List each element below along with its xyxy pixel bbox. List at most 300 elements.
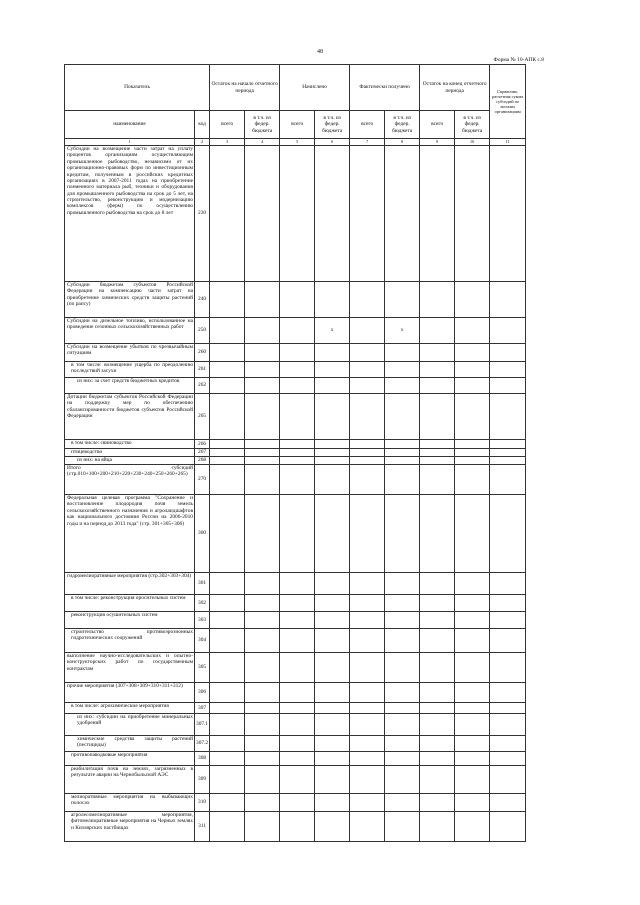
row-name: в том числе: агрохимические мероприятия — [65, 703, 195, 714]
table-row — [65, 683, 526, 703]
table-row — [65, 653, 526, 683]
data-cell — [490, 344, 526, 362]
data-cell — [245, 318, 280, 344]
data-cell — [210, 282, 245, 318]
data-cell — [280, 440, 315, 449]
data-cell — [210, 344, 245, 362]
data-cell — [280, 394, 315, 440]
table-row — [65, 440, 526, 449]
row-name: реконструкция осушительных систем — [65, 612, 195, 629]
data-cell — [420, 344, 455, 362]
row-name: выполнение научно-исследовательских и опытно-конструкторских работ по государственным контрактам — [65, 653, 195, 683]
data-cell — [245, 766, 280, 794]
data-cell — [420, 362, 455, 378]
data-cell — [315, 812, 350, 842]
data-cell — [280, 495, 315, 573]
row-name: птицеводство — [65, 449, 195, 457]
row-code: 262 — [195, 378, 210, 394]
page-number: 48 — [317, 49, 323, 55]
data-cell — [210, 457, 245, 465]
row-code: 261 — [195, 362, 210, 378]
data-cell — [385, 794, 420, 812]
data-cell — [490, 794, 526, 812]
total-header: всего — [280, 111, 315, 139]
data-cell — [280, 752, 315, 766]
data-cell — [490, 282, 526, 318]
row-name: Субсидии бюджетам субъектов Российской Федерации на компенсацию части затрат на приобретение химических средств защиты растений (по рапсу) — [65, 282, 195, 318]
table-row — [65, 495, 526, 573]
row-code: 304 — [195, 629, 210, 653]
x-mark-cell: x — [315, 318, 350, 344]
data-cell — [490, 714, 526, 736]
data-cell — [315, 714, 350, 736]
data-cell — [385, 378, 420, 394]
data-cell — [420, 714, 455, 736]
data-cell — [350, 595, 385, 612]
data-cell — [385, 714, 420, 736]
data-cell — [420, 752, 455, 766]
data-cell — [490, 683, 526, 703]
row-code: 307.2 — [195, 736, 210, 752]
data-cell — [315, 465, 350, 495]
data-cell — [350, 440, 385, 449]
indicator-header: Показатель — [65, 65, 210, 111]
row-name: гидромелиоративные мероприятия (стр.302+303+304) — [65, 573, 195, 595]
data-cell — [490, 752, 526, 766]
data-cell — [245, 595, 280, 612]
data-cell — [315, 703, 350, 714]
data-cell — [420, 683, 455, 703]
data-cell — [280, 683, 315, 703]
data-cell — [210, 683, 245, 703]
table-row — [65, 714, 526, 736]
data-cell — [350, 683, 385, 703]
data-cell — [280, 595, 315, 612]
data-cell — [490, 653, 526, 683]
data-cell — [280, 465, 315, 495]
table-row — [65, 612, 526, 629]
data-cell — [385, 465, 420, 495]
accrued-header: Начислено — [280, 65, 350, 111]
row-name: химические средства защиты растений (пестициды) — [65, 736, 195, 752]
data-cell — [245, 683, 280, 703]
form-number: Форма № 10-АПК с.8 — [493, 57, 544, 63]
data-cell — [455, 683, 490, 703]
row-code: 310 — [195, 794, 210, 812]
table-row — [65, 752, 526, 766]
data-cell — [280, 146, 315, 282]
data-cell — [245, 449, 280, 457]
table-row — [65, 344, 526, 362]
data-cell — [385, 612, 420, 629]
data-cell — [385, 766, 420, 794]
data-cell — [385, 457, 420, 465]
data-cell — [280, 736, 315, 752]
data-cell — [245, 344, 280, 362]
data-cell — [420, 595, 455, 612]
row-name: Дотации бюджетам субъектов Российской Федерации на поддержку мер по обеспечению сбалансированности бюджетов субъектов Российской Федерации — [65, 394, 195, 440]
data-cell — [350, 394, 385, 440]
data-cell — [245, 629, 280, 653]
data-cell — [420, 812, 455, 842]
table-row — [65, 449, 526, 457]
data-cell — [385, 812, 420, 842]
column-number: 3 — [210, 139, 245, 146]
table-row — [65, 282, 526, 318]
data-cell — [210, 495, 245, 573]
start-balance-header: Остаток на начало отчетного периода — [210, 65, 280, 111]
data-cell — [280, 612, 315, 629]
data-cell — [455, 714, 490, 736]
table-row — [65, 465, 526, 495]
column-number: 10 — [455, 139, 490, 146]
data-cell — [350, 344, 385, 362]
column-number: 2 — [195, 139, 210, 146]
table-row — [65, 378, 526, 394]
data-cell — [455, 146, 490, 282]
data-cell — [245, 794, 280, 812]
row-name: из них: за счет средств бюджетных кредитов — [65, 378, 195, 394]
received-header: Фактически получено — [350, 65, 420, 111]
data-cell — [385, 629, 420, 653]
data-cell — [280, 282, 315, 318]
data-cell — [315, 344, 350, 362]
data-cell — [280, 794, 315, 812]
column-number: 6 — [315, 139, 350, 146]
data-cell — [350, 457, 385, 465]
data-cell — [245, 653, 280, 683]
data-cell — [315, 766, 350, 794]
data-cell — [315, 794, 350, 812]
data-cell — [455, 629, 490, 653]
data-cell — [280, 378, 315, 394]
column-number: 5 — [280, 139, 315, 146]
data-cell — [490, 612, 526, 629]
column-number: 1 — [65, 139, 195, 146]
row-code: 307.1 — [195, 714, 210, 736]
row-name: Федеральная целевая программа "Сохранение и восстановление плодородия почв земель сельскохозяйственного назначения и агроландшафтов как национального достояния России на 2006-2010 годы и на период до 2013 года" (стр. 301+305+306) — [65, 495, 195, 573]
data-cell — [420, 394, 455, 440]
data-cell — [420, 457, 455, 465]
data-cell — [385, 573, 420, 595]
data-cell — [245, 465, 280, 495]
data-cell — [245, 282, 280, 318]
table-row — [65, 457, 526, 465]
row-name: мелиоративные мероприятия на выбывающих полосах — [65, 794, 195, 812]
table-body — [65, 146, 526, 842]
data-cell — [280, 457, 315, 465]
row-code: 311 — [195, 812, 210, 842]
table-row — [65, 595, 526, 612]
data-cell — [490, 465, 526, 495]
data-cell — [350, 766, 385, 794]
data-cell — [210, 752, 245, 766]
data-cell — [490, 318, 526, 344]
data-cell — [315, 457, 350, 465]
data-cell — [350, 378, 385, 394]
x-mark-cell: x — [385, 318, 420, 344]
data-cell — [490, 449, 526, 457]
data-cell — [455, 362, 490, 378]
row-code: 300 — [195, 495, 210, 573]
data-cell — [350, 146, 385, 282]
data-cell — [455, 766, 490, 794]
row-code: 302 — [195, 595, 210, 612]
data-cell — [210, 766, 245, 794]
data-cell — [210, 736, 245, 752]
row-name: строительство противоэрозионных гидротехнических сооружений — [65, 629, 195, 653]
data-cell — [280, 318, 315, 344]
data-cell — [245, 378, 280, 394]
data-cell — [455, 440, 490, 449]
data-cell — [350, 653, 385, 683]
row-name: Субсидии на возмещение части затрат на уплату процентов организациям осуществляющим промышленное рыбоводство, независимо от их организационно-правовых форм по инвестиционным кредитам, полученным в российских кредитных организациях в 2007-2011 годах на приобретение племенного материала рыб, техники и оборудования для промышленного рыбоводства на срок до 5 лет, на строительство, реконструкцию и модернизацию комплексов (ферм) по осуществлению промышленного рыбоводства на срок до 8 лет — [65, 146, 195, 282]
data-cell — [455, 378, 490, 394]
table-row — [65, 812, 526, 842]
data-cell — [420, 766, 455, 794]
data-cell — [420, 736, 455, 752]
data-cell — [280, 449, 315, 457]
table-row — [65, 794, 526, 812]
data-cell — [315, 629, 350, 653]
data-cell — [455, 449, 490, 457]
fed-budget-header: в т.ч. из федер. бюджета — [385, 111, 420, 139]
column-number-row — [65, 139, 526, 146]
data-cell — [315, 362, 350, 378]
data-cell — [350, 612, 385, 629]
data-cell — [385, 394, 420, 440]
column-number: 8 — [385, 139, 420, 146]
data-cell — [210, 612, 245, 629]
data-cell — [210, 573, 245, 595]
row-code: 265 — [195, 394, 210, 440]
data-cell — [490, 362, 526, 378]
data-cell — [350, 703, 385, 714]
data-cell — [280, 703, 315, 714]
data-cell — [420, 653, 455, 683]
data-cell — [315, 378, 350, 394]
data-cell — [245, 146, 280, 282]
data-cell — [455, 465, 490, 495]
data-cell — [420, 794, 455, 812]
data-cell — [315, 573, 350, 595]
data-cell — [210, 714, 245, 736]
data-cell — [420, 146, 455, 282]
row-name: Итого субсидий (стр.010+100+200+210+220+230+240+250+260+265) — [65, 465, 195, 495]
data-cell — [280, 362, 315, 378]
data-cell — [315, 282, 350, 318]
data-cell — [245, 495, 280, 573]
data-cell — [385, 449, 420, 457]
data-cell — [420, 440, 455, 449]
data-cell — [490, 573, 526, 595]
table-row — [65, 629, 526, 653]
data-cell — [490, 457, 526, 465]
row-name: агролесомелиоративные мероприятия, фитомелиоративные мероприятия на Черных землях и Кизлярских пастбищах — [65, 812, 195, 842]
data-cell — [455, 282, 490, 318]
data-cell — [210, 703, 245, 714]
data-cell — [420, 378, 455, 394]
data-cell — [385, 146, 420, 282]
table-row — [65, 394, 526, 440]
data-cell — [245, 573, 280, 595]
data-cell — [385, 344, 420, 362]
data-cell — [350, 318, 385, 344]
data-cell — [350, 465, 385, 495]
data-cell — [350, 573, 385, 595]
data-cell — [455, 812, 490, 842]
data-cell — [350, 362, 385, 378]
data-cell — [315, 653, 350, 683]
data-cell — [280, 653, 315, 683]
data-cell — [385, 703, 420, 714]
data-cell — [315, 440, 350, 449]
table-row — [65, 703, 526, 714]
data-cell — [315, 595, 350, 612]
data-cell — [455, 752, 490, 766]
data-cell — [210, 629, 245, 653]
data-cell — [490, 629, 526, 653]
data-cell — [210, 812, 245, 842]
data-cell — [245, 812, 280, 842]
data-cell — [280, 766, 315, 794]
table-row — [65, 146, 526, 282]
fed-budget-header: в т.ч. из федер. бюджета — [315, 111, 350, 139]
row-code: 230 — [195, 146, 210, 282]
column-number: 9 — [420, 139, 455, 146]
data-cell — [210, 653, 245, 683]
data-cell — [210, 378, 245, 394]
fed-budget-header: в т.ч. из федер. бюджета — [245, 111, 280, 139]
data-cell — [210, 794, 245, 812]
data-cell — [245, 440, 280, 449]
end-balance-header: Остаток на конец отчетного периода — [420, 65, 490, 111]
data-cell — [490, 703, 526, 714]
data-cell — [245, 714, 280, 736]
data-cell — [420, 282, 455, 318]
data-cell — [490, 146, 526, 282]
data-cell — [490, 440, 526, 449]
table-row — [65, 766, 526, 794]
data-cell — [385, 595, 420, 612]
data-cell — [315, 683, 350, 703]
data-cell — [350, 282, 385, 318]
data-cell — [455, 703, 490, 714]
reference-header: Справочно, расчетная сумма субсидий по мелким организациям — [490, 65, 526, 139]
data-cell — [420, 612, 455, 629]
row-code: 240 — [195, 282, 210, 318]
row-code: 266 — [195, 440, 210, 449]
data-cell — [385, 752, 420, 766]
row-code: 307 — [195, 703, 210, 714]
data-cell — [210, 362, 245, 378]
data-cell — [315, 736, 350, 752]
row-code: 250 — [195, 318, 210, 344]
data-cell — [490, 495, 526, 573]
data-cell — [210, 440, 245, 449]
row-name: из них: на яйца — [65, 457, 195, 465]
data-cell — [385, 736, 420, 752]
data-cell — [350, 736, 385, 752]
data-cell — [420, 703, 455, 714]
data-cell — [455, 344, 490, 362]
data-cell — [385, 440, 420, 449]
row-name: прочие мероприятия (307+308+309+310+311+312) — [65, 683, 195, 703]
row-code: 267 — [195, 449, 210, 457]
data-cell — [385, 683, 420, 703]
row-code: 309 — [195, 766, 210, 794]
data-cell — [420, 318, 455, 344]
data-cell — [455, 794, 490, 812]
data-cell — [350, 794, 385, 812]
table-row — [65, 573, 526, 595]
data-cell — [350, 629, 385, 653]
data-cell — [280, 344, 315, 362]
data-cell — [210, 394, 245, 440]
data-cell — [385, 282, 420, 318]
data-cell — [455, 573, 490, 595]
data-cell — [455, 612, 490, 629]
total-header: всего — [350, 111, 385, 139]
row-code: 308 — [195, 752, 210, 766]
data-cell — [455, 318, 490, 344]
row-name: реабилитация почв на землях, загрязненных в результате аварии на Чернобыльской АЭС — [65, 766, 195, 794]
data-cell — [245, 736, 280, 752]
fed-budget-header: в т.ч. из федер. бюджета — [455, 111, 490, 139]
row-name: Субсидии на возмещение убытков по чрезвычайным ситуациям — [65, 344, 195, 362]
data-cell — [385, 495, 420, 573]
data-cell — [245, 752, 280, 766]
data-cell — [315, 612, 350, 629]
total-header: всего — [210, 111, 245, 139]
data-cell — [245, 362, 280, 378]
table-row — [65, 362, 526, 378]
data-cell — [455, 595, 490, 612]
data-cell — [350, 752, 385, 766]
table-row — [65, 318, 526, 344]
data-cell — [280, 629, 315, 653]
column-number: 7 — [350, 139, 385, 146]
data-cell — [490, 394, 526, 440]
data-cell — [210, 465, 245, 495]
data-cell — [420, 573, 455, 595]
data-cell — [280, 714, 315, 736]
data-cell — [420, 465, 455, 495]
table-row — [65, 736, 526, 752]
data-cell — [385, 653, 420, 683]
data-cell — [420, 449, 455, 457]
data-cell — [455, 495, 490, 573]
data-cell — [350, 714, 385, 736]
row-code: 303 — [195, 612, 210, 629]
report-table — [64, 64, 526, 842]
row-name: из них: субсидии на приобретение минеральных удобрений — [65, 714, 195, 736]
data-cell — [455, 653, 490, 683]
name-header: наименование — [65, 111, 195, 139]
data-cell — [490, 736, 526, 752]
total-header: всего — [420, 111, 455, 139]
row-code: 260 — [195, 344, 210, 362]
row-name: в том числе: возмещение ущерба по преодолению последствий засухи — [65, 362, 195, 378]
data-cell — [315, 495, 350, 573]
row-name: в том числе: свиноводство — [65, 440, 195, 449]
data-cell — [455, 394, 490, 440]
data-cell — [210, 595, 245, 612]
data-cell — [210, 146, 245, 282]
code-header: код — [195, 111, 210, 139]
data-cell — [210, 318, 245, 344]
data-cell — [210, 449, 245, 457]
